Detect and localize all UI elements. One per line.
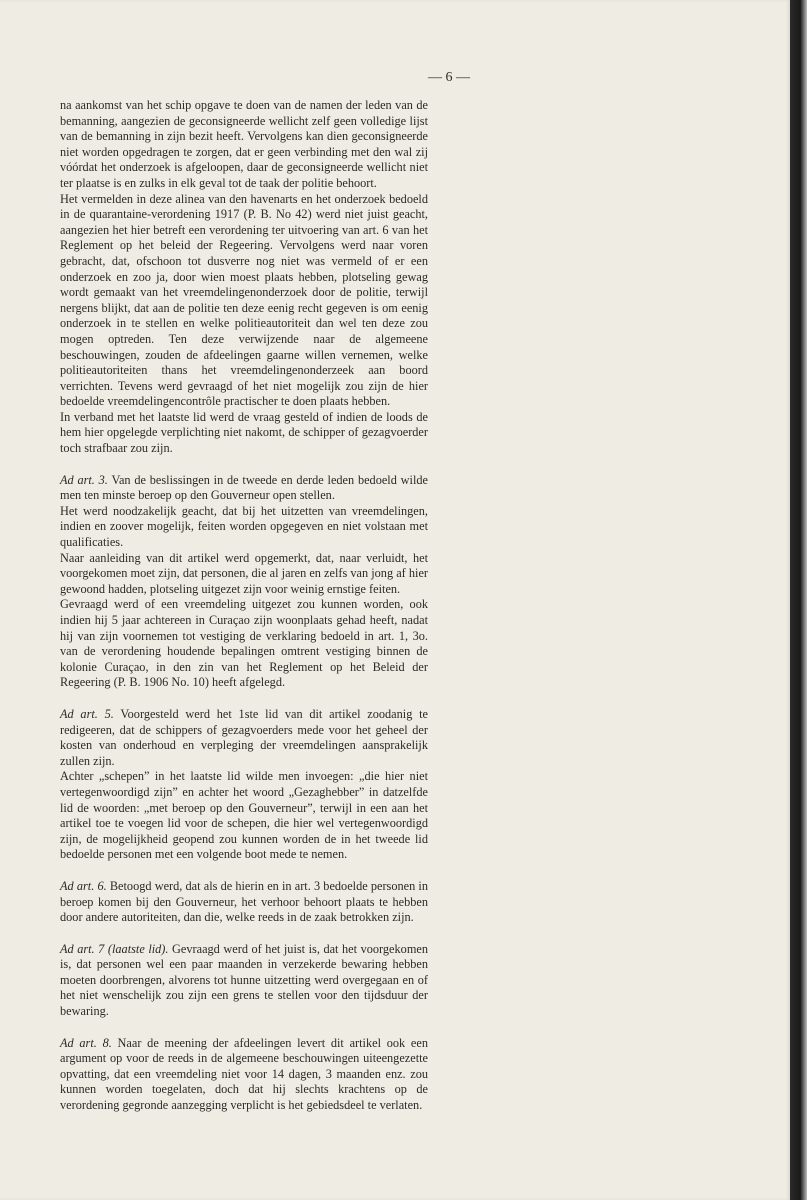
- article-heading: Ad art. 6.: [60, 878, 107, 893]
- paragraph: In verband met het laatste lid werd de vraag gesteld of indien de loods de hem hier opgelegde verplichting niet nakomt, de schipper of gezagvoerder toch strafbaar zou zijn.: [60, 409, 428, 456]
- paragraph-text: Naar de meening der afdeelingen levert dit artikel ook een argument op voor de reeds in de algemeene beschouwingen uiteengezette opvatting, dat een vreemdeling niet voor 14 dagen, 3 maanden enz. zou kunnen worden toegelaten, doch dat hij slechts krachtens op de verordening gegronde aanzegging verplicht is het gebiedsdeel te verlaten.: [60, 1035, 428, 1113]
- paragraph-text: Voorgesteld werd het 1ste lid van dit artikel zoodanig te redigeeren, dat de schippers of gezagvoerders mede voor het geheel der kosten van onderhoud en verpleging der vreemdelingen aansprakelijk zullen zijn.: [60, 706, 428, 768]
- paragraph-art-3: [60, 473, 428, 504]
- paragraph-art-6: [60, 879, 428, 926]
- page-number: — 6 —: [428, 70, 470, 85]
- article-heading: Ad art. 8.: [60, 1035, 112, 1050]
- paragraph-text: Betoogd werd, dat als de hierin en in art. 3 bedoelde personen in beroep komen bij den Gouverneur, het verhoor behoort plaats te hebben door andere autoriteiten, dan die, welke reeds in de zaak betrokken zijn.: [60, 878, 428, 925]
- paragraph-art-5: [60, 707, 428, 769]
- article-heading: Ad art. 7 (laatste lid).: [60, 941, 169, 956]
- paragraph: Gevraagd werd of een vreemdeling uitgezet zou kunnen worden, ook indien hij 5 jaar achtereen in Curaçao zijn woonplaats gehad heeft, nadat hij van zijn voornemen tot vestiging de verklaring bedoeld in art. 1, 3o. van de verordening houdende bepalingen omtrent vestiging binnen de kolonie Curaçao, in den zin van het Reglement op het Beleid der Regeering (P. B. 1906 No. 10) heeft afgelegd.: [60, 597, 428, 690]
- paragraph: na aankomst van het schip opgave te doen van de namen der leden van de bemanning, aangezien de geconsigneerde wellicht zelf geen volledige lijst van de bemanning in zijn bezit heeft. Vervolgens kan dien geconsigneerde niet worden opgedragen te zorgen, dat er geen verbinding met den wal zij vóórdat het onderzoek is afgeloopen, daar de geconsigneerde wellicht niet ter plaatse is en zulks in elk geval tot de taak der politie behoort.: [60, 98, 428, 190]
- paragraph-art-8: [60, 1036, 428, 1114]
- paragraph: Het vermelden in deze alinea van den havenarts en het onderzoek bedoeld in de quarantaine-verordening 1917 (P. B. No 42) werd niet juist geacht, aangezien het hier betreft een verordening ter uitvoering van art. 6 van het Reglement op het beleid der Regeering. Vervolgens werd naar voren gebracht, dat, ofschoon tot dusverre nog niet was vermeld of er een onderzoek en zoo ja, door wien moest plaats hebben, plotseling gewag wordt gemaakt van het vreemdelingenonderzoek door de politie, terwijl nergens blijkt, dat aan de politie ten deze eenig recht gegeven is om eenig onderzoek in te stellen en welke politieautoriteit dan wel ten deze zou mogen optreden. Ten deze verwijzende naar de algemeene beschouwingen, zouden de afdeelingen gaarne willen vernemen, welke politieautoriteiten thans het vreemdelingenonderzeek aan boord verrichten. Tevens werd gevraagd of het niet mogelijk zou zijn de hier bedoelde vreemdelingencontrôle practischer te doen plaats hebben.: [60, 191, 428, 409]
- paragraph-text: Van de beslissingen in de tweede en derde leden bedoeld wilde men ten minste beroep op den Gouverneur open stellen.: [60, 472, 428, 503]
- paragraph-text: Gevraagd werd of het juist is, dat het voorgekomen is, dat personen wel een paar maanden in verzekerde bewaring hebben moeten doorbrengen, alvorens tot hunne uitzetting werd overgegaan en of het niet wenschelijk zou zijn een grens te stellen voor den tijdsduur der bewaring.: [60, 941, 428, 1019]
- paragraph: Naar aanleiding van dit artikel werd opgemerkt, dat, naar verluidt, het voorgekomen moet zijn, dat personen, die al jaren en zelfs van jong af hier gewoond hadden, plotseling uitgezet zijn voor weinig ernstige feiten.: [60, 550, 428, 596]
- scan-edge: [790, 0, 807, 1200]
- paragraph: Achter „schepen” in het laatste lid wilde men invoegen: „die hier niet vertegenwoordigd zijn” en achter het woord „Gezaghebber” in datzelfde lid de woorden: „met beroep op den Gouverneur”, terwijl in een aan het artikel toe te voegen lid voor de schepen, die hier wel vertegenwoordigd zijn, de mogelijkheid geopend zou kunnen worden de in het tweede lid bedoelde personen met een volgende boot mede te nemen.: [60, 769, 428, 862]
- body-text: [60, 98, 428, 1114]
- article-heading: Ad art. 3.: [60, 472, 108, 487]
- article-heading: Ad art. 5.: [60, 706, 114, 721]
- paragraph: Het werd noodzakelijk geacht, dat bij het uitzetten van vreemdelingen, indien en zoover mogelijk, feiten worden opgegeven en niet volstaan met qualificaties.: [60, 503, 428, 550]
- paragraph-art-7: [60, 942, 428, 1020]
